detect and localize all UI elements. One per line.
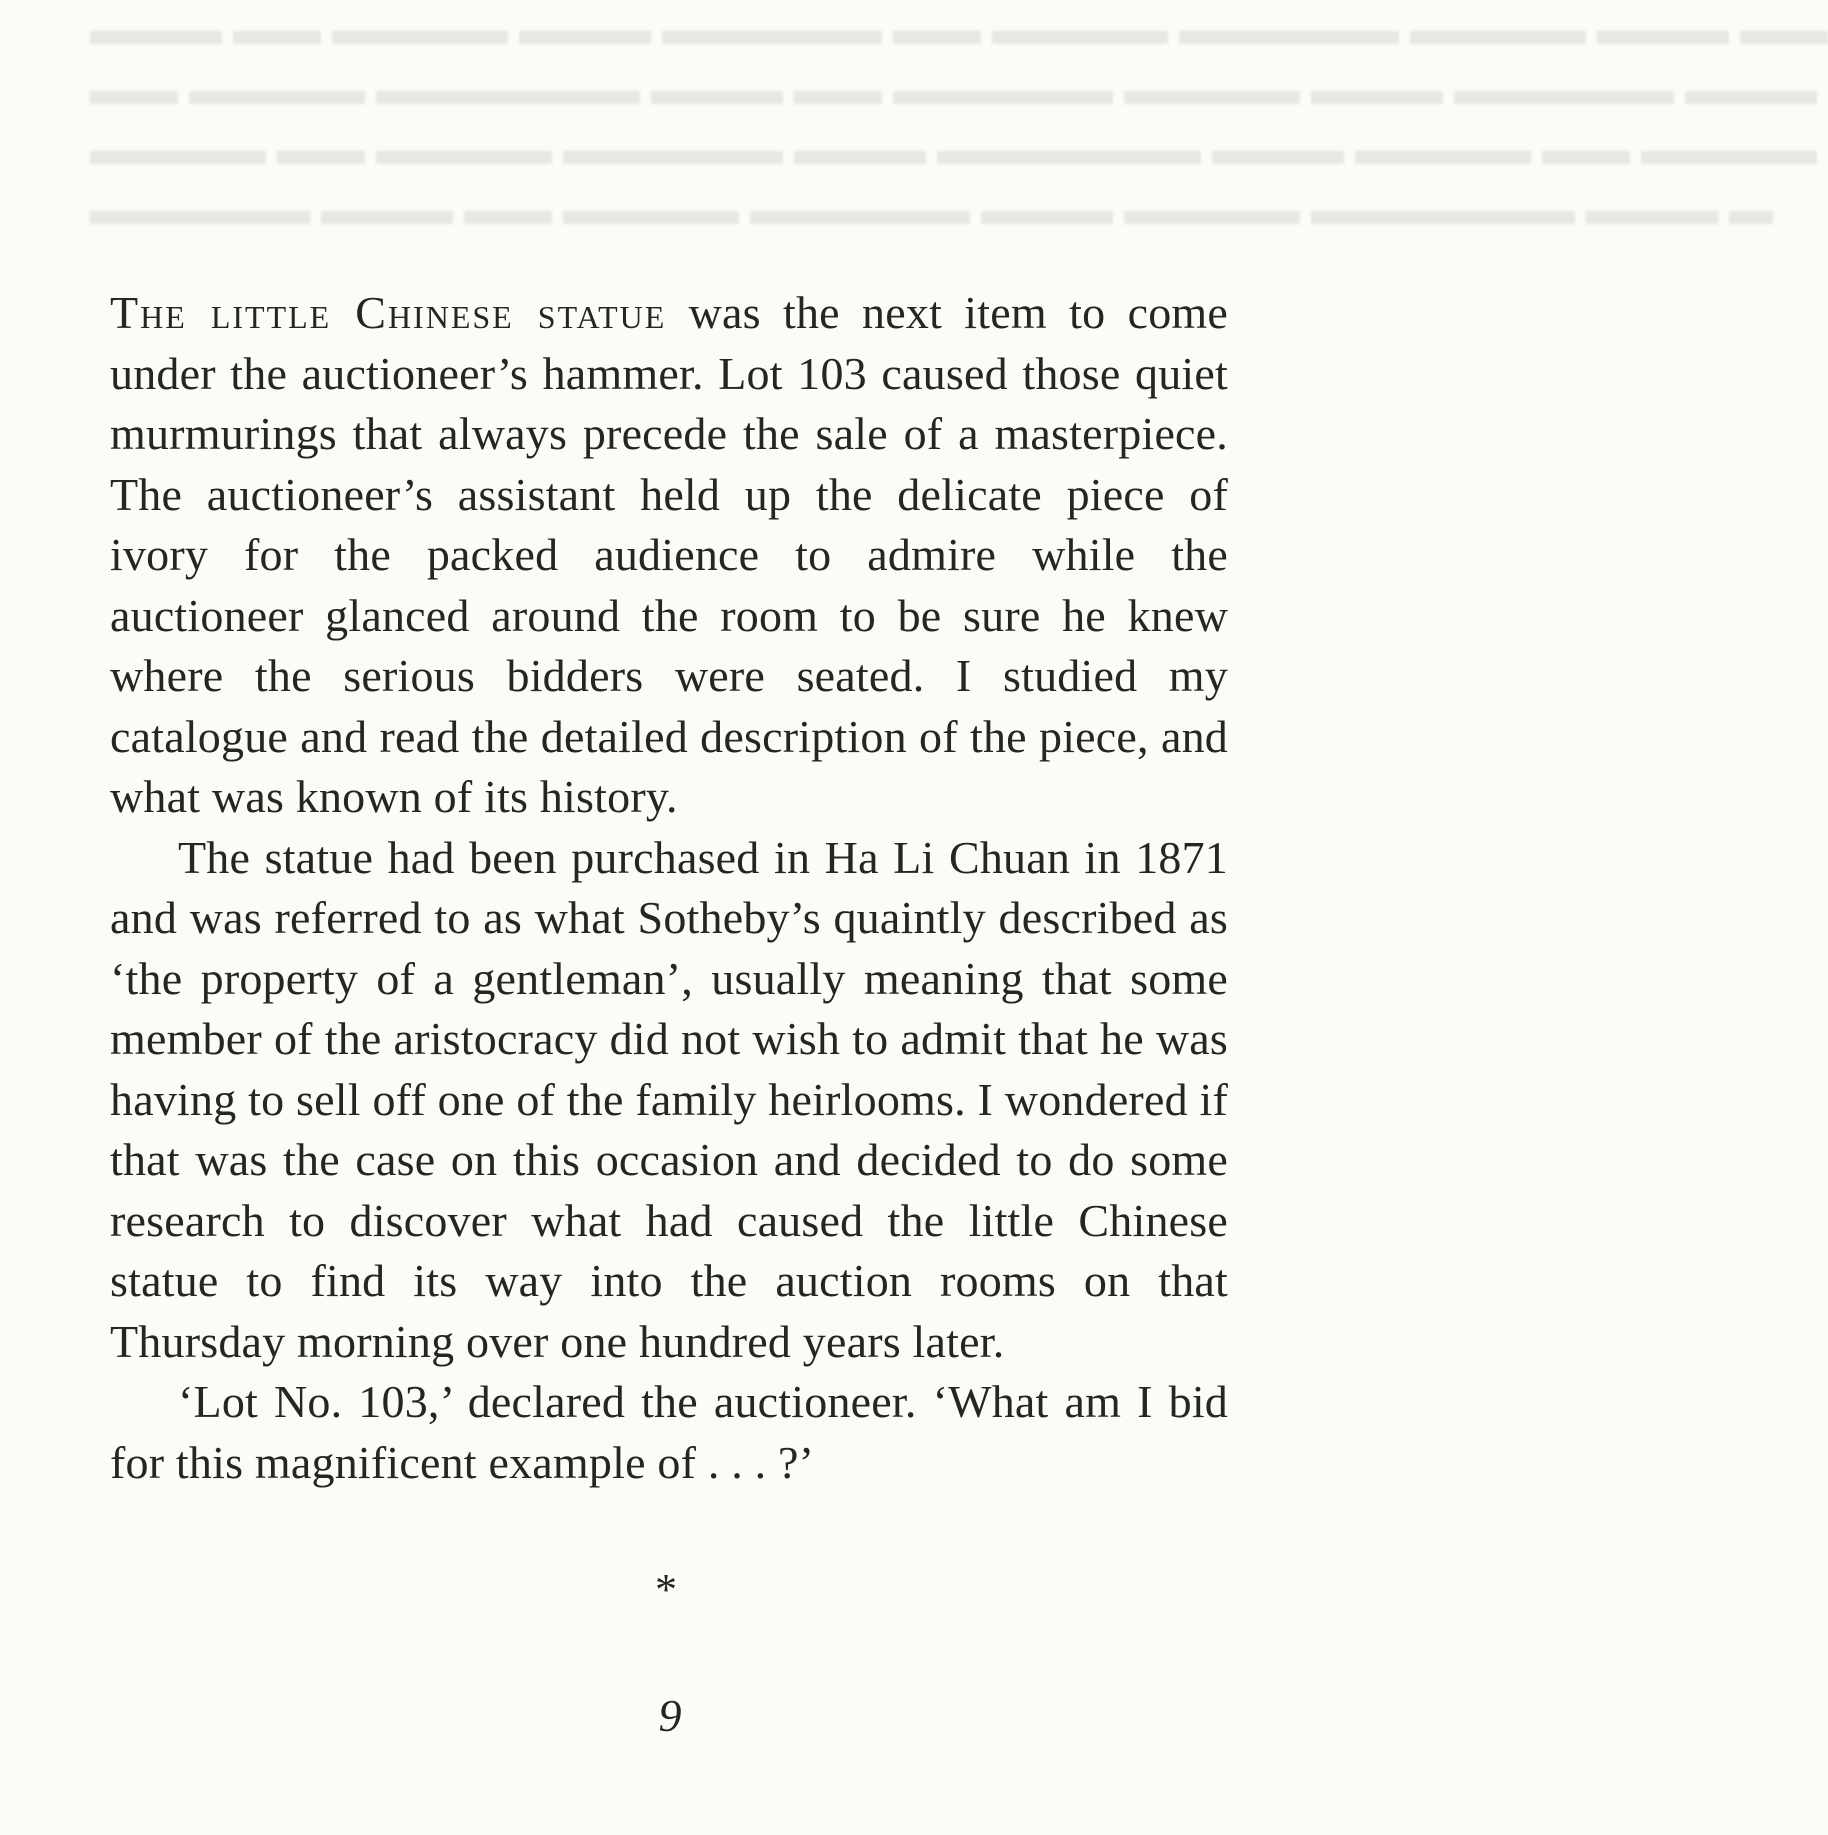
paragraph-1-text: was the next item to come under the auctioneer’s hammer. Lot 103 caused those quiet murmurings that always precede the sale of a masterpiece. The auctioneer’s assistant held up the delicate piece of ivory for the packed audience to admire while the auctioneer glanced around the room to be sure he knew where the serious bidders were seated. I studied my catalogue and read the detailed description of the piece, and what was known of its history. — [110, 287, 1228, 822]
paragraph-3: ‘Lot No. 103,’ declared the auctioneer. ‘What am I bid for this magnificent example of . . . ?’ — [110, 1376, 1228, 1488]
paragraph-1 — [110, 283, 1228, 828]
show-through-text: ▬▬▬ ▬▬ ▬▬▬▬ ▬▬▬ ▬▬▬▬▬ ▬▬ ▬▬▬▬ ▬▬▬▬▬ ▬▬▬▬ ▬▬▬ ▬▬ ▬▬ ▬▬▬▬ ▬▬▬▬▬▬ ▬▬▬ ▬▬ ▬▬▬▬▬ ▬▬▬▬ ▬▬▬ ▬▬▬▬▬ ▬▬▬ ▬▬▬▬ ▬▬ ▬▬▬▬ ▬▬▬▬▬ ▬▬▬ ▬▬▬▬▬▬ ▬▬▬ ▬▬▬▬ ▬▬ ▬▬▬▬ ▬▬▬▬▬ ▬▬▬ ▬▬ ▬▬▬▬ ▬▬▬▬▬ ▬▬▬ ▬▬▬▬ ▬▬▬▬▬▬ ▬▬▬ ▬ — [90, 5, 1828, 234]
body-text — [110, 283, 1228, 1493]
opening-small-caps: The little Chinese statue — [110, 287, 667, 338]
section-break: * — [655, 1565, 677, 1614]
page-number: 9 — [658, 1690, 682, 1741]
paragraph-2: The statue had been purchased in Ha Li Chuan in 1871 and was referred to as what Sotheby’s quaintly described as ‘the property of a gentleman’, usually meaning that some member of the aristocracy did not wish to admit that he was having to sell off one of the family heirlooms. I wondered if that was the case on this occasion and decided to do some research to discover what had caused the little Chinese statue to find its way into the auction rooms on that Thursday morning over one hundred years later. — [110, 831, 1228, 1367]
